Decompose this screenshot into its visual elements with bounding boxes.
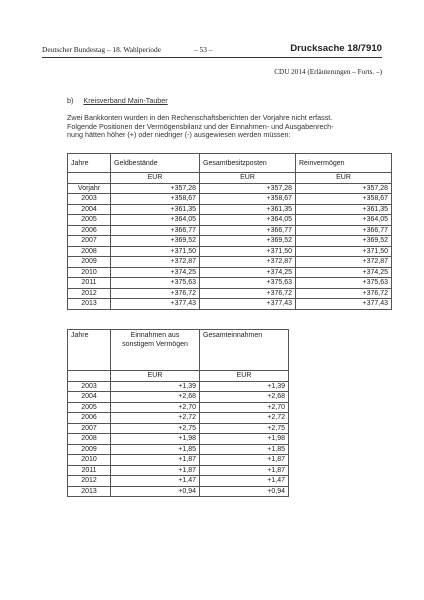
value-cell: +2,70 (111, 402, 200, 413)
table-header-row (68, 154, 392, 173)
value-cell: +369,52 (200, 236, 296, 247)
table-row (68, 278, 392, 289)
intro-line: Folgende Positionen der Vermögensbilanz und der Einnahmen- und Ausgabenrech- (67, 121, 334, 131)
value-cell: +1,87 (111, 465, 200, 476)
year-cell: Vorjahr (68, 183, 111, 194)
year-cell: 2004 (68, 204, 111, 215)
value-cell: +375,63 (200, 278, 296, 289)
value-cell: +372,87 (200, 257, 296, 268)
value-cell: +361,35 (296, 204, 392, 215)
value-cell: +374,25 (200, 267, 296, 278)
year-cell: 2006 (68, 413, 111, 424)
page-header (42, 43, 382, 57)
value-cell: +377,43 (200, 299, 296, 310)
value-cell: +2,72 (200, 413, 289, 424)
unit-row (68, 173, 392, 184)
value-cell: +2,75 (200, 423, 289, 434)
value-cell: +374,25 (111, 267, 200, 278)
table-row (68, 183, 392, 194)
value-cell: +1,98 (200, 434, 289, 445)
table-row (68, 236, 392, 247)
document-number-value: 7910 (360, 43, 382, 54)
value-cell: +371,50 (111, 246, 200, 257)
value-cell: +366,77 (111, 225, 200, 236)
year-cell: 2008 (68, 434, 111, 445)
value-cell: +371,50 (296, 246, 392, 257)
value-cell: +371,50 (200, 246, 296, 257)
table-row (68, 486, 289, 497)
value-cell: +361,35 (111, 204, 200, 215)
table-row (68, 204, 392, 215)
year-cell: 2012 (68, 288, 111, 299)
value-cell: +374,25 (296, 267, 392, 278)
column-header: Gesamteinnahmen (200, 330, 289, 371)
value-cell: +364,05 (296, 215, 392, 226)
value-cell: +357,28 (296, 183, 392, 194)
value-cell: +369,52 (111, 236, 200, 247)
value-cell: +0,94 (200, 486, 289, 497)
income-table (67, 329, 289, 497)
year-cell: 2003 (68, 194, 111, 205)
value-cell: +1,39 (200, 381, 289, 392)
value-cell: +1,85 (111, 444, 200, 455)
table-row (68, 257, 392, 268)
value-cell: +357,28 (111, 183, 200, 194)
table-row (68, 455, 289, 466)
table-row (68, 392, 289, 403)
table-row (68, 267, 392, 278)
table-row (68, 288, 392, 299)
year-cell: 2010 (68, 267, 111, 278)
year-cell: 2008 (68, 246, 111, 257)
year-cell: 2011 (68, 278, 111, 289)
value-cell: +376,72 (111, 288, 200, 299)
table-row (68, 465, 289, 476)
unit-cell: EUR (200, 371, 289, 382)
value-cell: +372,87 (296, 257, 392, 268)
year-cell: 2009 (68, 444, 111, 455)
table-row (68, 423, 289, 434)
value-cell: +372,87 (111, 257, 200, 268)
table-header-row (68, 330, 289, 371)
value-cell: +2,75 (111, 423, 200, 434)
unit-cell: EUR (200, 173, 296, 184)
value-cell: +1,98 (111, 434, 200, 445)
value-cell: +2,68 (111, 392, 200, 403)
year-cell: 2012 (68, 476, 111, 487)
year-cell: 2005 (68, 215, 111, 226)
value-cell: +366,77 (200, 225, 296, 236)
header-rule (42, 57, 382, 58)
value-cell: +375,63 (296, 278, 392, 289)
value-cell: +1,47 (200, 476, 289, 487)
year-cell: 2013 (68, 299, 111, 310)
year-cell: 2011 (68, 465, 111, 476)
asset-balance-table (67, 153, 392, 310)
year-cell: 2003 (68, 381, 111, 392)
column-header: Jahre (68, 154, 111, 173)
year-cell: 2004 (68, 392, 111, 403)
table-row (68, 225, 392, 236)
year-cell: 2007 (68, 236, 111, 247)
value-cell: +361,35 (200, 204, 296, 215)
value-cell: +376,72 (200, 288, 296, 299)
column-header: Jahre (68, 330, 111, 371)
intro-line: nung hätten höher (+) oder niedriger (-) ausgewiesen werden müssen: (67, 130, 291, 140)
value-cell: +366,77 (296, 225, 392, 236)
section-title: Kreisverband Main-Tauber (83, 96, 168, 105)
unit-cell: EUR (111, 173, 200, 184)
year-cell: 2013 (68, 486, 111, 497)
value-cell: +357,28 (200, 183, 296, 194)
year-cell: 2005 (68, 402, 111, 413)
intro-paragraph (67, 114, 387, 140)
table-row (68, 402, 289, 413)
publisher-label: Deutscher Bundestag – 18. Wahlperiode (42, 45, 161, 54)
table-row (68, 246, 392, 257)
document-number-prefix: Drucksache 18/ (290, 43, 361, 54)
table-row (68, 413, 289, 424)
subheader: CDU 2014 (Erläuterungen – Forts. –) (274, 68, 382, 76)
value-cell: +364,05 (200, 215, 296, 226)
value-cell: +2,72 (111, 413, 200, 424)
value-cell: +375,63 (111, 278, 200, 289)
page-number: – 53 – (194, 45, 213, 54)
value-cell: +358,67 (111, 194, 200, 205)
table-row (68, 476, 289, 487)
year-cell: 2010 (68, 455, 111, 466)
unit-row (68, 371, 289, 382)
unit-cell-empty (68, 371, 111, 382)
document-number (290, 43, 382, 54)
column-header: Gesamtbesitzposten (200, 154, 296, 173)
table-row (68, 434, 289, 445)
value-cell: +376,72 (296, 288, 392, 299)
year-cell: 2007 (68, 423, 111, 434)
value-cell: +358,67 (200, 194, 296, 205)
table-row (68, 194, 392, 205)
value-cell: +1,39 (111, 381, 200, 392)
unit-cell-empty (68, 173, 111, 184)
table-row (68, 381, 289, 392)
column-header: Einnahmen aus sonstigem Vermögen (111, 330, 200, 371)
value-cell: +1,87 (111, 455, 200, 466)
value-cell: +1,47 (111, 476, 200, 487)
year-cell: 2006 (68, 225, 111, 236)
unit-cell: EUR (296, 173, 392, 184)
column-header: Geldbestände (111, 154, 200, 173)
value-cell: +377,43 (296, 299, 392, 310)
section-heading (67, 96, 168, 105)
value-cell: +2,68 (200, 392, 289, 403)
value-cell: +358,67 (296, 194, 392, 205)
table-row (68, 299, 392, 310)
value-cell: +369,52 (296, 236, 392, 247)
section-label: b) (67, 96, 74, 105)
column-header: Reinvermögen (296, 154, 392, 173)
value-cell: +1,87 (200, 455, 289, 466)
table-row (68, 215, 392, 226)
value-cell: +377,43 (111, 299, 200, 310)
value-cell: +1,85 (200, 444, 289, 455)
value-cell: +0,94 (111, 486, 200, 497)
year-cell: 2009 (68, 257, 111, 268)
table-row (68, 444, 289, 455)
value-cell: +2,70 (200, 402, 289, 413)
value-cell: +364,05 (111, 215, 200, 226)
intro-line: Zwei Bankkonten wurden in den Rechenschaftsberichten der Vorjahre nicht erfasst. (67, 113, 333, 122)
value-cell: +1,87 (200, 465, 289, 476)
unit-cell: EUR (111, 371, 200, 382)
